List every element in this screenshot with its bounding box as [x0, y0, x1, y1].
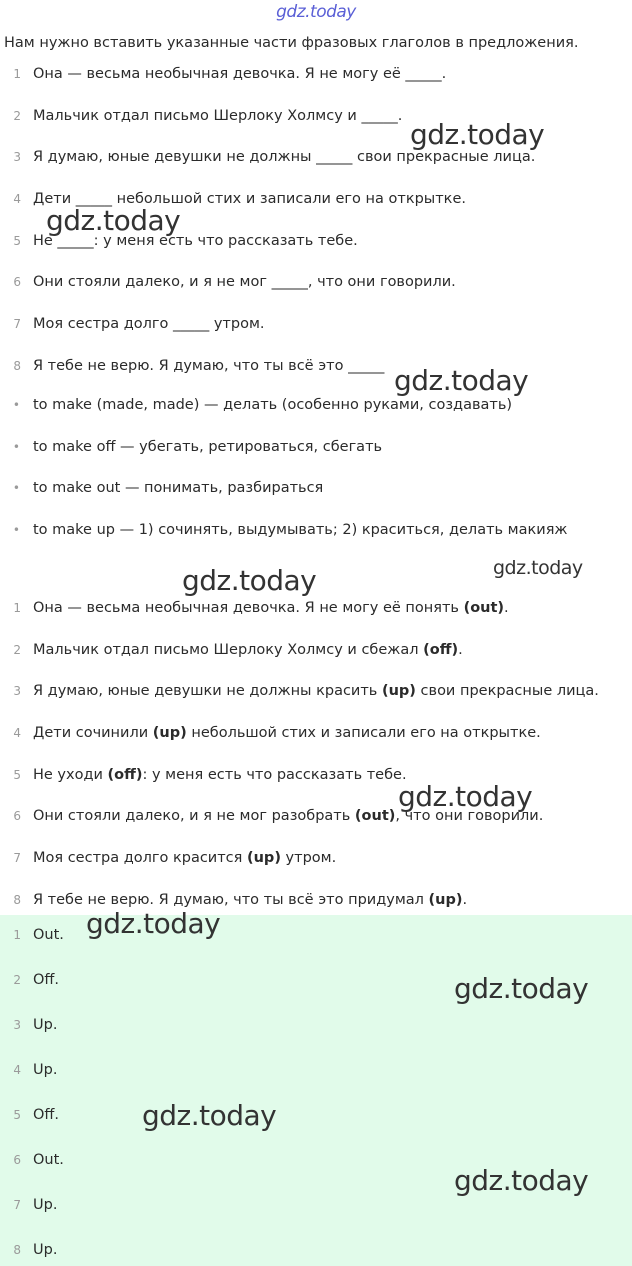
answer-text: Out.	[33, 1151, 64, 1168]
particle-bold: (off)	[107, 766, 143, 783]
item-text: Моя сестра долго _____ утром.	[33, 315, 265, 332]
list-item	[0, 629, 632, 671]
item-number: 8	[13, 892, 21, 907]
item-number: 3	[13, 684, 21, 699]
completed-sentences-list	[0, 587, 632, 921]
item-text	[33, 600, 509, 616]
text-before: Я думаю, юные девушки не должны красить	[33, 683, 382, 700]
item-text	[33, 725, 541, 741]
item-number: 7	[13, 850, 21, 865]
watermark: gdz.today	[182, 564, 317, 597]
item-number: 4	[13, 725, 21, 740]
item-number: 2	[13, 973, 21, 988]
text-before: Они стояли далеко, и я не мог разобрать	[33, 808, 355, 825]
watermark: gdz.today	[454, 972, 589, 1005]
text-after: .	[462, 891, 468, 908]
item-number: 6	[13, 275, 21, 290]
watermark: gdz.today	[86, 907, 221, 940]
item-number: 3	[13, 1018, 21, 1033]
item-number: 1	[13, 928, 21, 943]
text-after: , что они говорили.	[395, 808, 544, 825]
item-text	[33, 642, 463, 658]
particle-bold: (off)	[423, 641, 459, 658]
item-text: to make up — 1) сочинять, выдумывать; 2) краситься, делать макияж	[33, 521, 568, 538]
particle-bold: (up)	[428, 891, 463, 908]
item-number: 1	[13, 66, 21, 81]
bullet-icon: •	[12, 522, 20, 537]
answer-text: Up.	[33, 1196, 58, 1213]
watermark: gdz.today	[46, 204, 181, 237]
item-text	[33, 892, 467, 908]
text-after: свои прекрасные лица.	[415, 683, 599, 700]
list-item	[0, 1227, 632, 1266]
text-after: небольшой стих и записали его на открытке.	[186, 724, 541, 741]
item-text: Она — весьма необычная девочка. Я не могу её _____.	[33, 65, 447, 82]
item-number: 1	[13, 600, 21, 615]
item-number: 2	[13, 108, 21, 123]
bullet-icon: •	[12, 439, 20, 454]
watermark: gdz.today	[410, 118, 545, 151]
item-text: Дети _____ небольшой стих и записали его на открытке.	[33, 190, 466, 207]
list-item	[0, 384, 632, 426]
item-text: to make (made, made) — делать (особенно руками, создавать)	[33, 396, 513, 413]
text-before: Мальчик отдал письмо Шерлоку Холмсу и сбежал	[33, 641, 424, 658]
item-number: 7	[13, 316, 21, 331]
text-after: .	[504, 599, 509, 616]
answer-text: Up.	[33, 1241, 58, 1258]
answer-text: Off.	[33, 1107, 60, 1123]
answer-text: Off.	[33, 972, 60, 989]
item-number: 5	[13, 1108, 21, 1122]
particle-bold: (up)	[381, 683, 416, 700]
bullet-icon: •	[12, 481, 20, 496]
bullet-icon: •	[12, 397, 20, 412]
item-number: 6	[13, 809, 21, 824]
text-before: Я тебе не верю. Я думаю, что ты всё это придумал	[33, 891, 429, 908]
item-text: Мальчик отдал письмо Шерлоку Холмсу и _____.	[33, 107, 403, 124]
item-number: 2	[13, 642, 21, 657]
item-text: Я думаю, юные девушки не должны _____ свои прекрасные лица.	[33, 149, 536, 166]
list-item	[0, 345, 632, 387]
item-text	[33, 683, 599, 699]
particle-bold: (up)	[246, 849, 281, 866]
list-item	[0, 303, 632, 345]
list-item	[0, 712, 632, 754]
task-intro: Нам нужно вставить указанные части фразовых глаголов в предложения.	[4, 35, 579, 51]
text-after: утром.	[280, 849, 337, 866]
text-before: Дети сочинили	[33, 724, 153, 741]
text-before: Моя сестра долго красится	[33, 849, 247, 866]
text-after: .	[458, 641, 463, 658]
list-item	[0, 426, 632, 468]
watermark: gdz.today	[142, 1099, 277, 1132]
list-item	[0, 53, 632, 95]
watermark: gdz.today	[398, 780, 533, 813]
item-text	[33, 850, 336, 866]
list-item	[0, 795, 632, 837]
list-item	[0, 837, 632, 879]
watermark: gdz.today	[493, 557, 583, 579]
list-item	[0, 1048, 632, 1093]
item-number: 3	[13, 150, 21, 165]
watermark: gdz.today	[394, 364, 529, 397]
list-item	[0, 509, 632, 551]
list-item	[0, 1003, 632, 1048]
item-number: 4	[13, 191, 21, 206]
item-text: Не _____: у меня есть что рассказать тебе.	[33, 232, 358, 249]
list-item	[0, 467, 632, 509]
watermark: gdz.today	[454, 1164, 589, 1197]
phrasal-verb-definitions-list	[0, 384, 632, 551]
site-logo[interactable]: gdz.today	[276, 2, 356, 22]
answers-list	[0, 913, 632, 1266]
particle-bold: (out)	[463, 599, 505, 616]
list-item	[0, 261, 632, 303]
particle-bold: (out)	[354, 808, 396, 825]
answer-text: Up.	[33, 1017, 58, 1034]
particle-bold: (up)	[152, 724, 187, 741]
item-number: 8	[13, 1242, 21, 1257]
list-item	[0, 670, 632, 712]
text-after: : у меня есть что рассказать тебе.	[142, 766, 407, 783]
item-number: 8	[13, 358, 21, 373]
list-item	[0, 1093, 632, 1138]
item-text	[33, 767, 407, 783]
text-before: Она — весьма необычная девочка. Я не могу её понять	[33, 599, 464, 616]
list-item	[0, 754, 632, 796]
item-number: 6	[13, 1152, 21, 1167]
item-number: 7	[13, 1197, 21, 1212]
item-text: to make out — понимать, разбираться	[33, 480, 324, 497]
item-number: 4	[13, 1063, 21, 1078]
item-number: 5	[13, 767, 21, 782]
item-text: to make off — убегать, ретироваться, сбегать	[33, 438, 383, 455]
item-text: Я тебе не верю. Я думаю, что ты всё это _____	[33, 357, 385, 374]
item-text: Они стояли далеко, и я не мог _____, что они говорили.	[33, 274, 456, 291]
answer-text: Up.	[33, 1062, 58, 1079]
answer-text: Out.	[33, 927, 64, 944]
item-number: 5	[13, 233, 21, 248]
text-before: Не уходи	[33, 766, 108, 783]
